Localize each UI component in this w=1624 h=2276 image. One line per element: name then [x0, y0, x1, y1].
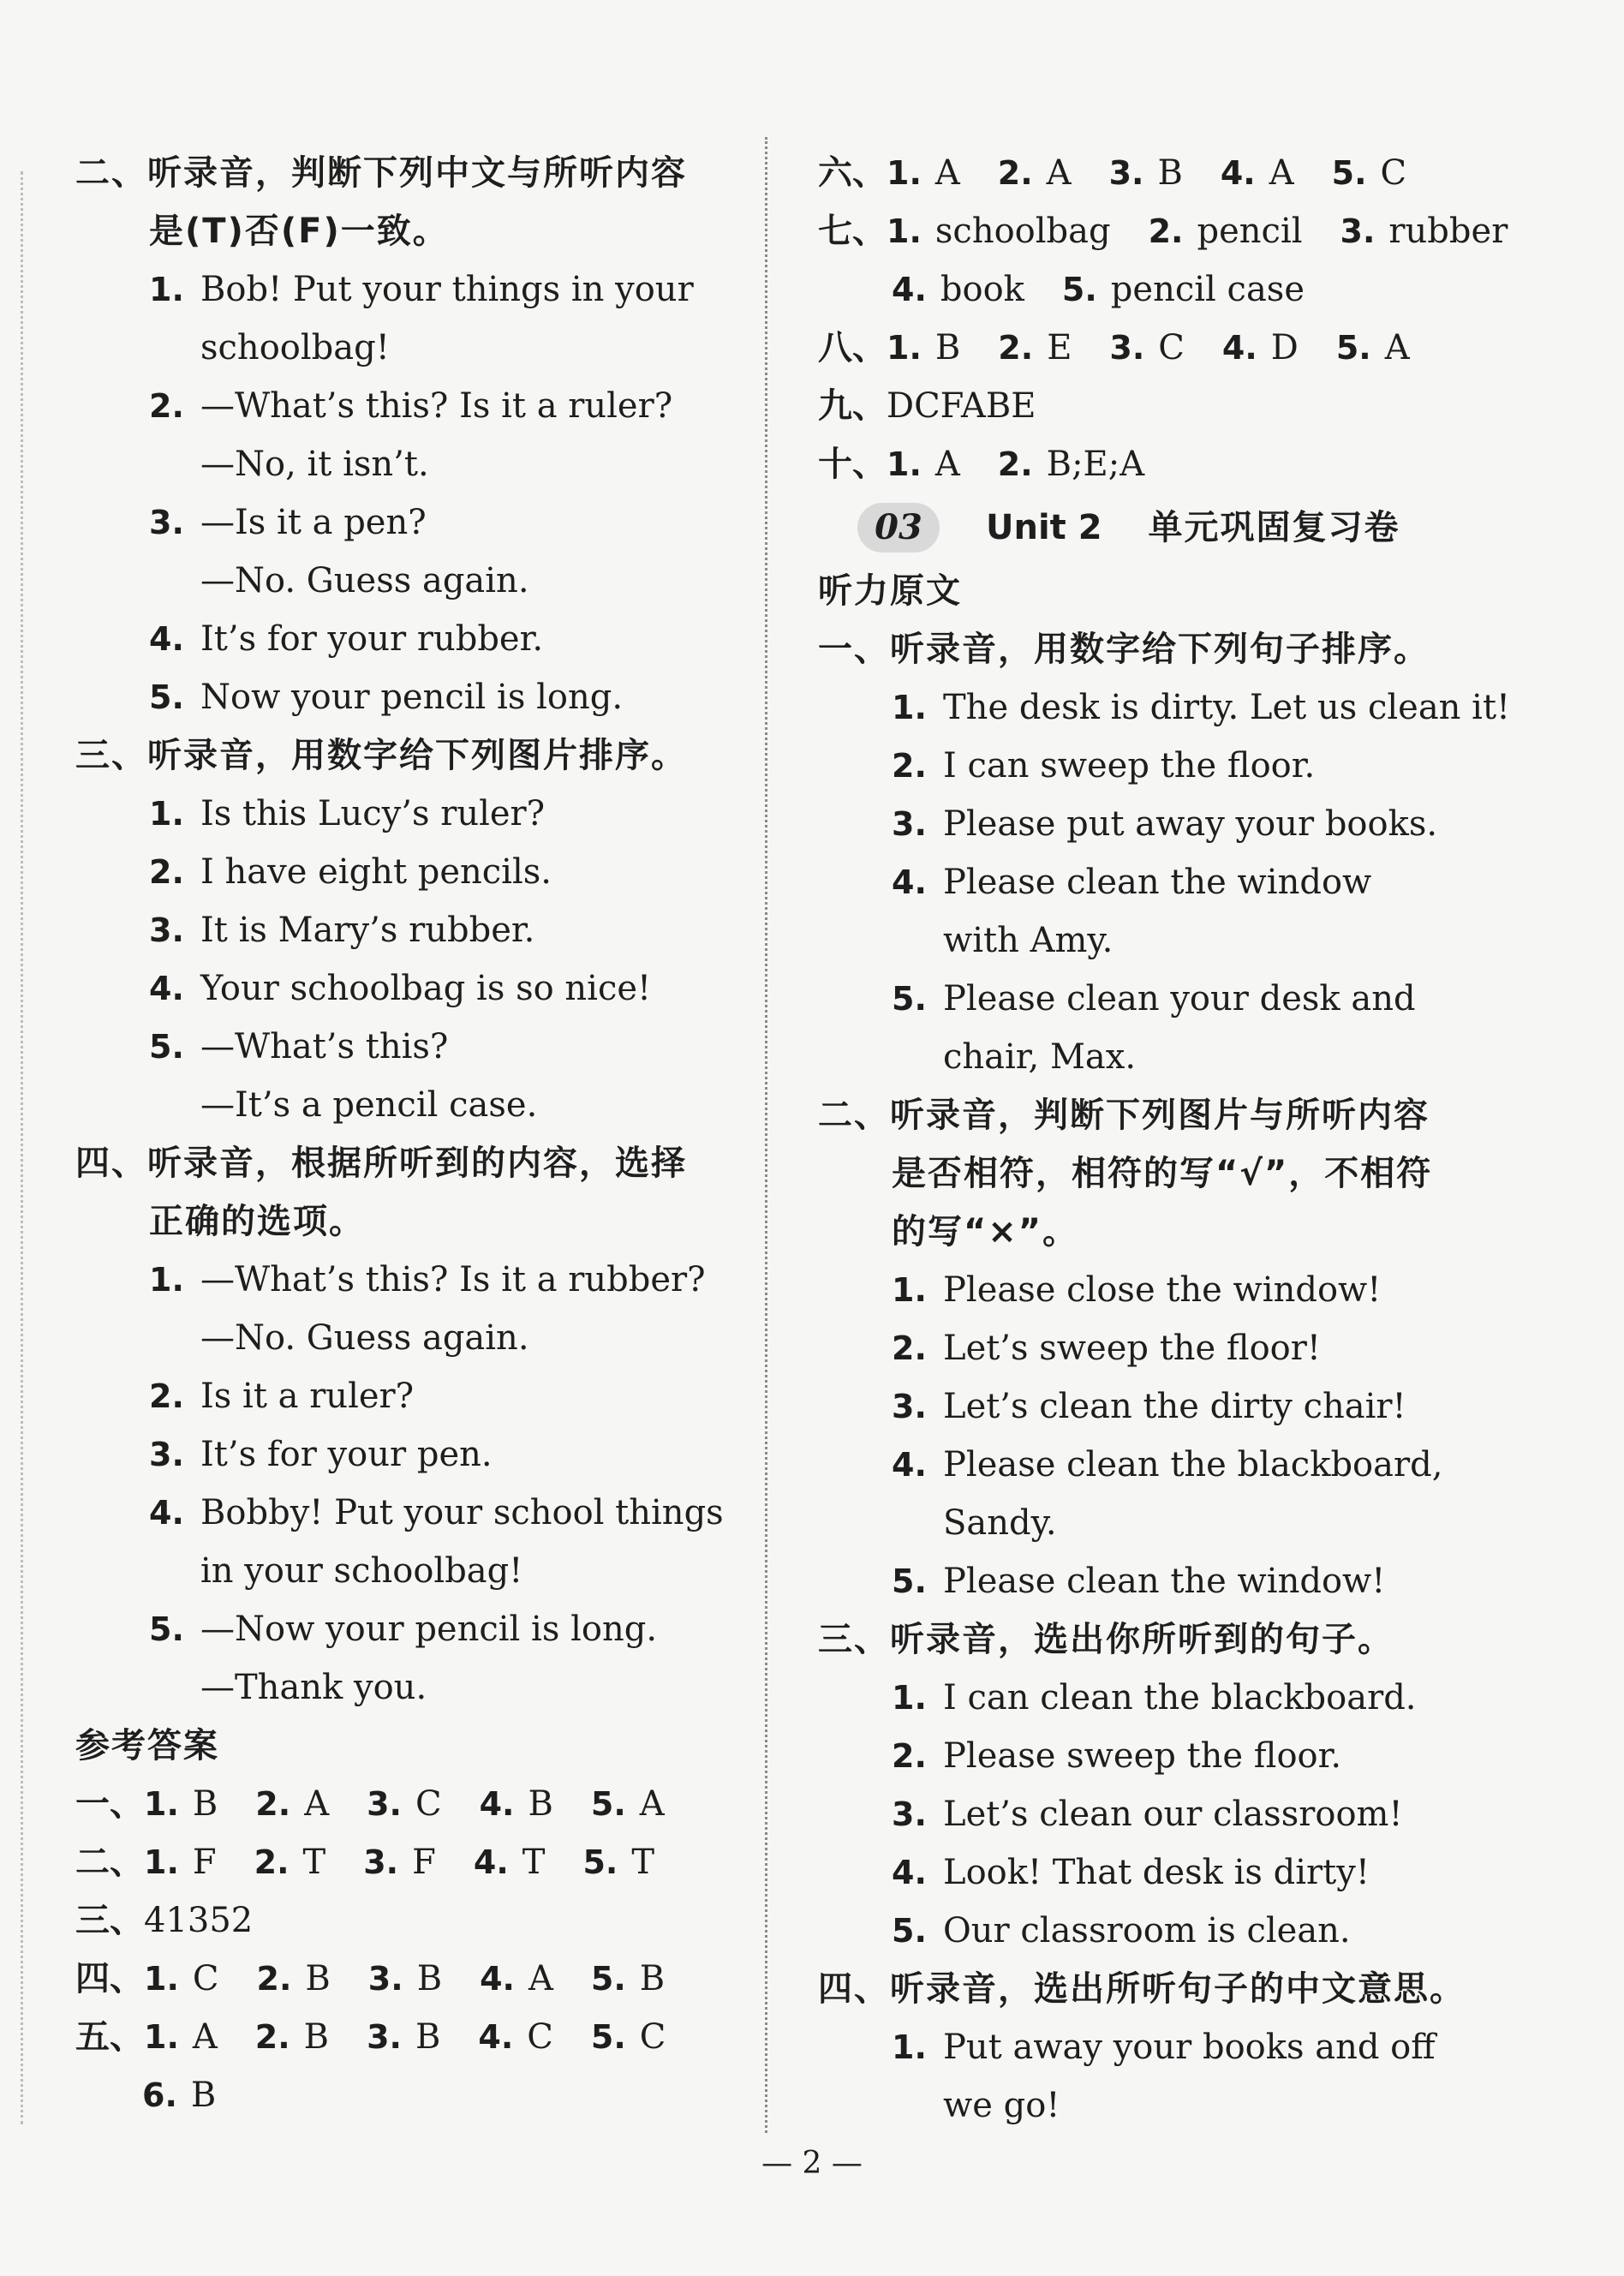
- item-number: [149, 319, 200, 377]
- unit-title: [818, 493, 1465, 562]
- answer-number: 5.: [1331, 154, 1367, 192]
- answer-value: F: [192, 1843, 217, 1882]
- answer-value: B: [190, 2076, 217, 2115]
- item-text: —No, it isn’t.: [200, 445, 429, 484]
- list-item-line: [75, 319, 761, 377]
- item-number: 5.: [892, 1912, 927, 1950]
- answer-value: B: [303, 2017, 330, 2057]
- answer-row: [75, 2008, 761, 2066]
- list-item-line: [75, 435, 761, 493]
- answer-number: 4.: [892, 271, 927, 308]
- answers-title: 参考答案: [75, 1726, 219, 1765]
- list-item-line: [75, 785, 761, 843]
- answer-number: 4.: [1221, 329, 1257, 367]
- list-item-line: [818, 2018, 1465, 2076]
- item-text: Please clean the blackboard,: [943, 1445, 1443, 1484]
- list-item-line: [75, 959, 761, 1018]
- item-number: [149, 1309, 200, 1367]
- answer-value: pencil case: [1110, 270, 1305, 309]
- answer-number: 4.: [479, 1785, 515, 1823]
- item-number: 5.: [149, 1028, 184, 1066]
- list-item-line: [818, 678, 1511, 737]
- r-section-2-title-line2: 是否相符，相符的写“√”，不相符: [892, 1154, 1433, 1193]
- r-section-2-title-line3: 的写“×”。: [892, 1212, 1079, 1252]
- answer-number: 5.: [582, 1843, 618, 1881]
- item-text: Now your pencil is long.: [200, 678, 624, 717]
- item-text: with Amy.: [943, 921, 1114, 960]
- answer-number: 4.: [1220, 154, 1256, 192]
- item-number: 2.: [892, 747, 927, 785]
- answer-number: 2.: [256, 1960, 292, 1998]
- answer-number: 4.: [473, 1843, 509, 1881]
- item-number: 4.: [892, 1854, 927, 1891]
- list-item-line: [818, 970, 1465, 1028]
- unit-name: Unit 2: [986, 508, 1102, 547]
- answer-lead: 二、: [75, 1843, 144, 1882]
- answer-value: B: [416, 1959, 443, 1998]
- answer-value: C: [415, 1784, 442, 1824]
- answer-value: book: [940, 270, 1024, 309]
- list-item-line: [75, 610, 761, 668]
- item-number: [149, 1658, 200, 1717]
- list-item-line: [75, 1484, 761, 1542]
- item-text: Bobby! Put your school things: [200, 1493, 724, 1532]
- answer-number: 2.: [998, 329, 1034, 367]
- list-item-line: [818, 1436, 1465, 1494]
- answer-number: 2.: [254, 2018, 290, 2056]
- list-item-line: [818, 2076, 1465, 2135]
- page-number: — 2 —: [761, 2146, 863, 2181]
- answer-lead: 五、: [75, 2017, 144, 2057]
- item-number: 3.: [149, 504, 184, 541]
- answer-number: 6.: [142, 2076, 177, 2114]
- answer-value: rubber: [1388, 212, 1508, 251]
- answer-value: B: [415, 2017, 441, 2057]
- answer-row-9: [818, 377, 1465, 435]
- item-text: Is this Lucy’s ruler?: [200, 794, 546, 833]
- item-text: Please clean the window: [943, 863, 1372, 902]
- list-item-line: [75, 1658, 761, 1717]
- answer-row: [75, 1891, 761, 1950]
- item-number: 5.: [892, 1562, 927, 1600]
- item-text: Sandy.: [943, 1503, 1057, 1543]
- item-number: 1.: [892, 689, 927, 726]
- list-item-line: [818, 1377, 1465, 1436]
- answer-row: [75, 1833, 761, 1891]
- item-number: 1.: [149, 1261, 184, 1299]
- answer-value: A: [192, 2017, 218, 2057]
- section-3-title: 三、听录音，用数字给下列图片排序。: [75, 736, 687, 775]
- list-item-line: [75, 668, 761, 726]
- list-item-line: [818, 1494, 1465, 1552]
- item-text: Is it a ruler?: [200, 1377, 415, 1416]
- answer-number: 3.: [1340, 212, 1376, 250]
- list-item-line: [75, 1425, 761, 1484]
- item-number: 4.: [892, 863, 927, 901]
- answer-row-8: [818, 319, 1465, 377]
- item-number: 4.: [149, 1494, 184, 1532]
- answer-value: schoolbag: [934, 212, 1111, 251]
- item-text: —What’s this? Is it a ruler?: [200, 386, 673, 426]
- answer-value: C: [1158, 328, 1185, 367]
- list-item-line: [818, 853, 1465, 911]
- list-item-line: [818, 1902, 1465, 1960]
- r-section-4-title: 四、听录音，选出所听句子的中文意思。: [818, 1969, 1466, 2009]
- answer-value: A: [1269, 153, 1294, 193]
- list-item-line: [75, 1018, 761, 1076]
- answer-row-7: [818, 202, 1508, 260]
- listening-title: 听力原文: [818, 571, 962, 611]
- item-number: 2.: [892, 1737, 927, 1775]
- r-section-4-items: [818, 2018, 1465, 2135]
- answer-value: C: [192, 1959, 219, 1998]
- item-number: 4.: [892, 1446, 927, 1484]
- item-number: [149, 552, 200, 610]
- answer-value: C: [527, 2017, 553, 2057]
- answer-number: 3.: [1109, 329, 1145, 367]
- item-number: 5.: [149, 678, 184, 716]
- item-text: —Thank you.: [200, 1668, 427, 1707]
- answers-list: [75, 1775, 761, 2066]
- answer-value: C: [639, 2017, 666, 2057]
- answer-value: B: [934, 328, 961, 367]
- answer-number: 3.: [367, 1960, 403, 1998]
- answer-value: T: [302, 1843, 326, 1882]
- answer-number: 2.: [1148, 212, 1184, 250]
- list-item-line: [75, 1076, 761, 1134]
- list-item-line: [818, 911, 1465, 970]
- item-number: 1.: [149, 271, 184, 308]
- item-text: Let’s clean our classroom!: [943, 1795, 1403, 1834]
- answer-number: 4.: [478, 2018, 514, 2056]
- answer-value: A: [1384, 328, 1410, 367]
- r-section-3-items: [818, 1669, 1465, 1960]
- r-section-1-items: [818, 678, 1511, 1086]
- answer-value: B: [1157, 153, 1183, 193]
- unit-badge: 03: [857, 503, 940, 553]
- list-item-line: [818, 795, 1465, 853]
- answer-number: 1.: [887, 154, 922, 192]
- unit-subtitle: 单元巩固复习卷: [1148, 508, 1400, 547]
- answer-value: A: [304, 1784, 330, 1824]
- answer-number: 5.: [590, 1785, 626, 1823]
- item-text: —No. Guess again.: [200, 561, 529, 600]
- answer-number: 5.: [590, 1960, 626, 1998]
- answer-value: T: [631, 1843, 655, 1882]
- answer-number: 5.: [1061, 271, 1097, 308]
- list-item-line: [75, 1600, 761, 1658]
- answer-number: 3.: [367, 1785, 402, 1823]
- answer-number: 1.: [887, 212, 922, 250]
- answer-value: B: [192, 1784, 218, 1824]
- answer-value: 41352: [144, 1901, 254, 1940]
- item-text: I can clean the blackboard.: [943, 1678, 1417, 1717]
- item-number: [892, 1494, 943, 1552]
- answer-row: [75, 1775, 761, 1833]
- answer-number: 2.: [254, 1843, 290, 1881]
- answer-value: C: [1380, 153, 1407, 193]
- answer-lead: 十、: [818, 445, 887, 484]
- item-text: It is Mary’s rubber.: [200, 911, 535, 950]
- answer-number: 1.: [144, 1843, 179, 1881]
- item-number: [149, 1542, 200, 1600]
- section-4-items: [75, 1251, 761, 1717]
- answer-lead: 八、: [818, 328, 887, 367]
- item-number: 3.: [149, 1436, 184, 1473]
- item-number: 5.: [892, 980, 927, 1018]
- answer-value: B: [528, 1784, 553, 1824]
- list-item-line: [75, 377, 761, 435]
- item-number: 2.: [149, 853, 184, 891]
- item-number: 3.: [892, 805, 927, 843]
- answer-number: 1.: [887, 329, 922, 367]
- item-number: 4.: [149, 620, 184, 658]
- item-number: 3.: [149, 911, 184, 949]
- answer-number: 3.: [1108, 154, 1144, 192]
- item-text: Let’s clean the dirty chair!: [943, 1387, 1406, 1426]
- list-item-line: [818, 1727, 1465, 1785]
- answer-value: E: [1047, 328, 1072, 367]
- item-text: I have eight pencils.: [200, 852, 552, 892]
- answer-lead: 六、: [818, 153, 887, 193]
- list-item-line: [75, 552, 761, 610]
- item-text: Please clean your desk and: [943, 979, 1416, 1019]
- item-text: Put away your books and off: [943, 2028, 1436, 2067]
- item-text: —What’s this?: [200, 1027, 449, 1066]
- answer-number: 5.: [1335, 329, 1371, 367]
- column-divider: [765, 137, 767, 2133]
- item-text: I can sweep the floor.: [943, 746, 1316, 786]
- answer-value: A: [639, 1784, 665, 1824]
- answer-value: A: [934, 445, 960, 484]
- item-text: Please sweep the floor.: [943, 1736, 1342, 1776]
- answer-number: 2.: [997, 154, 1033, 192]
- item-text: Bob! Put your things in your: [200, 270, 694, 309]
- answer-value: B: [305, 1959, 331, 1998]
- section-2-items: [75, 260, 761, 726]
- answer-number: 2.: [255, 1785, 291, 1823]
- list-item-line: [75, 901, 761, 959]
- answer-row-extra: [75, 2066, 761, 2124]
- item-text: Please put away your books.: [943, 804, 1438, 844]
- list-item-line: [818, 1552, 1465, 1610]
- item-text: —Now your pencil is long.: [200, 1610, 658, 1649]
- list-item-line: [75, 260, 761, 319]
- answer-value: F: [412, 1843, 436, 1882]
- item-text: in your schoolbag!: [200, 1551, 523, 1591]
- item-number: [149, 435, 200, 493]
- item-text: Your schoolbag is so nice!: [200, 969, 652, 1008]
- answer-value: A: [528, 1959, 553, 1998]
- answer-value: A: [934, 153, 960, 193]
- answer-number: 5.: [590, 2018, 626, 2056]
- answer-number: 3.: [367, 2018, 402, 2056]
- list-item-line: [75, 493, 761, 552]
- edge-mark: [21, 171, 23, 2124]
- answer-lead: 四、: [75, 1959, 144, 1998]
- item-number: 3.: [892, 1388, 927, 1425]
- list-item-line: [75, 1309, 761, 1367]
- item-number: 4.: [149, 970, 184, 1007]
- item-number: 1.: [149, 795, 184, 833]
- item-number: [892, 911, 943, 970]
- item-text: Please close the window!: [943, 1270, 1382, 1310]
- item-text: chair, Max.: [943, 1037, 1137, 1077]
- section-3-items: [75, 785, 761, 1134]
- item-number: [149, 1076, 200, 1134]
- answer-value: pencil: [1197, 212, 1303, 251]
- list-item-line: [75, 1367, 761, 1425]
- item-text: It’s for your rubber.: [200, 619, 544, 659]
- list-item-line: [818, 1785, 1465, 1843]
- item-text: —No. Guess again.: [200, 1318, 529, 1358]
- item-text: we go!: [943, 2086, 1060, 2125]
- section-4-title-line1: 四、听录音，根据所听到的内容，选择: [75, 1144, 687, 1183]
- answer-value: D: [1270, 328, 1299, 367]
- left-column: [75, 144, 761, 2124]
- r-section-2-items: [818, 1261, 1465, 1610]
- item-text: —It’s a pencil case.: [200, 1085, 538, 1125]
- item-text: It’s for your pen.: [200, 1435, 493, 1474]
- item-number: 1.: [892, 1271, 927, 1309]
- answer-number: 1.: [887, 445, 922, 483]
- answer-value: B: [639, 1959, 666, 1998]
- answer-lead: 九、: [818, 386, 887, 426]
- list-item-line: [818, 1669, 1465, 1727]
- answer-lead: 七、: [818, 212, 887, 251]
- answer-lead: 三、: [75, 1901, 144, 1940]
- item-number: 1.: [892, 2028, 927, 2066]
- item-text: —What’s this? Is it a rubber?: [200, 1260, 706, 1299]
- item-number: 2.: [149, 1377, 184, 1415]
- answer-value: B;E;A: [1046, 445, 1145, 484]
- answer-lead: 一、: [75, 1784, 144, 1824]
- list-item-line: [818, 1319, 1465, 1377]
- answer-number: 1.: [144, 2018, 179, 2056]
- answer-value: A: [1046, 153, 1072, 193]
- list-item-line: [818, 1028, 1465, 1086]
- list-item-line: [818, 1261, 1465, 1319]
- item-text: Let’s sweep the floor!: [943, 1329, 1321, 1368]
- item-number: 3.: [892, 1795, 927, 1833]
- answer-value: T: [522, 1843, 546, 1882]
- answer-number: 1.: [144, 1960, 179, 1998]
- item-number: 5.: [149, 1610, 184, 1648]
- section-4-title-line2: 正确的选项。: [149, 1202, 365, 1241]
- answer-row-7-cont: [818, 260, 1465, 319]
- section-2-title-line2: 是(T)否(F)一致。: [149, 212, 449, 251]
- item-number: 2.: [892, 1329, 927, 1367]
- list-item-line: [75, 843, 761, 901]
- list-item-line: [818, 737, 1465, 795]
- item-text: Our classroom is clean.: [943, 1911, 1351, 1950]
- answer-row-10: [818, 435, 1465, 493]
- r-section-2-title-line1: 二、听录音，判断下列图片与所听内容: [818, 1096, 1430, 1135]
- item-number: 1.: [892, 1679, 927, 1717]
- answer-value: DCFABE: [887, 386, 1036, 426]
- right-column: [818, 144, 1511, 2135]
- answer-row-6: [818, 144, 1465, 202]
- item-text: —Is it a pen?: [200, 503, 427, 542]
- answer-number: 3.: [363, 1843, 399, 1881]
- list-item-line: [818, 1843, 1465, 1902]
- r-section-3-title: 三、听录音，选出你所听到的句子。: [818, 1620, 1394, 1659]
- item-number: [892, 2076, 943, 2135]
- list-item-line: [75, 1251, 761, 1309]
- answer-number: 4.: [480, 1960, 515, 1998]
- item-text: Please clean the window!: [943, 1562, 1386, 1601]
- item-number: 2.: [149, 387, 184, 425]
- item-text: The desk is dirty. Let us clean it!: [943, 688, 1511, 727]
- r-section-1-title: 一、听录音，用数字给下列句子排序。: [818, 630, 1430, 669]
- answer-number: 1.: [144, 1785, 179, 1823]
- item-text: schoolbag!: [200, 328, 390, 367]
- answer-row: [75, 1950, 761, 2008]
- item-number: [892, 1028, 943, 1086]
- answer-number: 2.: [997, 445, 1033, 483]
- section-2-title-line1: 二、听录音，判断下列中文与所听内容: [75, 153, 687, 193]
- list-item-line: [75, 1542, 761, 1600]
- item-text: Look! That desk is dirty!: [943, 1853, 1370, 1892]
